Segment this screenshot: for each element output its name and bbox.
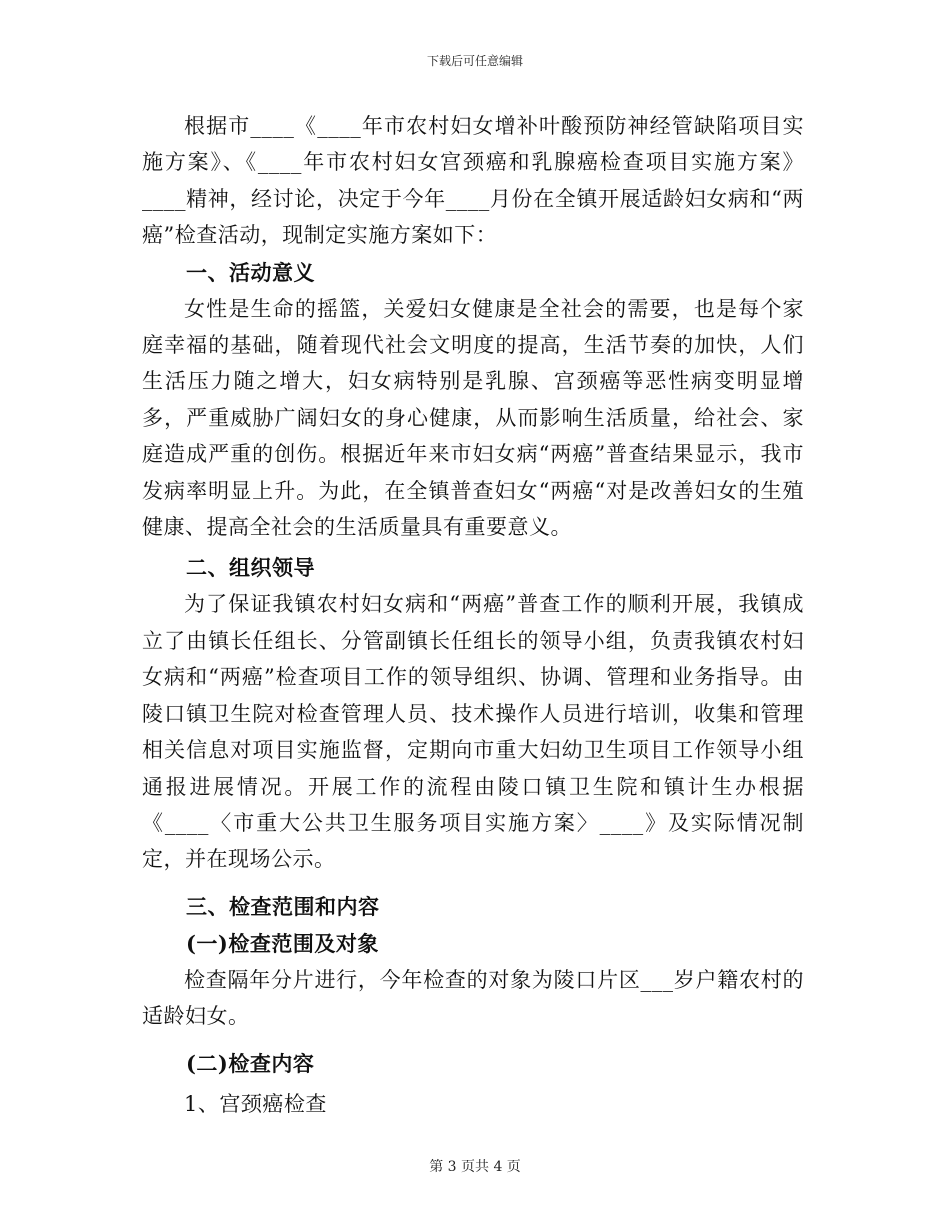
- subsection-heading-content: (二)检查内容: [186, 1050, 315, 1076]
- intro-paragraph: 根据市____《____年市农村妇女增补叶酸预防神经管缺陷项目实施方案》、《____年市农村妇女宫颈癌和乳腺癌检查项目实施方案》____精神，经讨论，决定于今年____月份在全镇开展适龄妇女病和“两癌”检查活动，现制定实施方案如下：: [142, 114, 804, 248]
- section-heading-scope: 三、检查范围和内容: [186, 893, 380, 919]
- page-footer: 第 3 页共 4 页: [429, 1159, 521, 1175]
- section-heading-organization: 二、组织领导: [186, 555, 315, 581]
- subsection-heading-scope-targets: (一)检查范围及对象: [186, 930, 379, 956]
- section-heading-significance: 一、活动意义: [186, 259, 315, 285]
- document-body: [142, 108, 804, 1122]
- organization-paragraph: 为了保证我镇农村妇女病和“两癌”普查工作的顺利开展，我镇成立了由镇长任组长、分管副镇长任组长的领导小组，负责我镇农村妇女病和“两癌”检查项目工作的领导组织、协调、管理和业务指导。由陵口镇卫生院对检查管理人员、技术操作人员进行培训，收集和管理相关信息对项目实施监督，定期向市重大妇幼卫生项目工作领导小组通报进展情况。开展工作的流程由陵口镇卫生院和镇计生办根据《____〈市重大公共卫生服务项目实施方案〉____》及实际情况制定，并在现场公示。: [142, 592, 804, 872]
- significance-paragraph: 女性是生命的摇篮，关爱妇女健康是全社会的需要，也是每个家庭幸福的基础，随着现代社会文明度的提高，生活节奏的加快，人们生活压力随之增大，妇女病特别是乳腺、宫颈癌等恶性病变明显增多，严重威胁广阔妇女的身心健康，从而影响生活质量，给社会、家庭造成严重的创伤。根据近年来市妇女病“两癌”普查结果显示，我市发病率明显上升。为此，在全镇普查妇女“两癌“对是改善妇女的生殖健康、提高全社会的生活质量具有重要意义。: [142, 296, 804, 540]
- scope-paragraph: 检查隔年分片进行，今年检查的对象为陵口片区___岁户籍农村的适龄妇女。: [142, 967, 804, 1029]
- list-item-cervical-cancer: 1、宫颈癌检查: [184, 1091, 327, 1116]
- page-header: 下载后可任意编辑: [426, 54, 523, 68]
